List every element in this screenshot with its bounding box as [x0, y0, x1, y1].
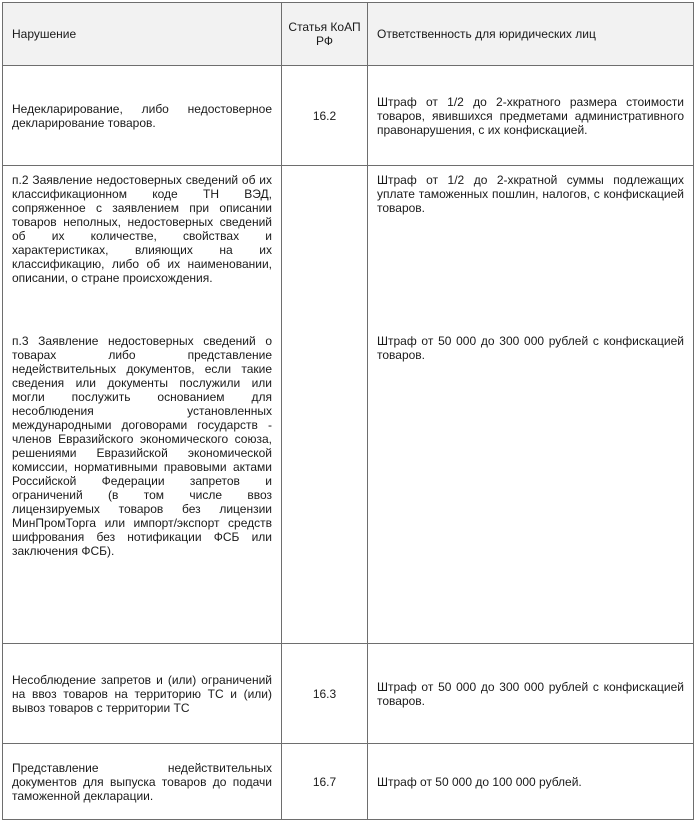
table-row: [3, 166, 694, 644]
article-cell: 16.7: [282, 744, 368, 820]
violation-p2: п.2 Заявление недостоверных сведений об их классификационном коде ТН ВЭД, сопряженное с заявлением при описании товаров неполных, недостоверных сведений об их количестве, свойствах и характеристиках, влияющих на их классификацию, либо об их наименовании, описании, о стране происхождения.: [12, 173, 272, 285]
liability-cell: Штраф от 1/2 до 2-хкратного размера стоимости товаров, явившихся предметами административного правонарушения, с их конфискацией.: [368, 66, 694, 166]
header-liability: Ответственность для юридических лиц: [368, 3, 694, 66]
header-violation: Нарушение: [3, 3, 282, 66]
liability-p2: Штраф от 1/2 до 2-хкратной суммы подлежащих уплате таможенных пошлин, налогов, с конфискацией товаров.: [377, 173, 684, 215]
table-row: [3, 744, 694, 820]
violation-cell: Недекларирование, либо недостоверное декларирование товаров.: [3, 66, 282, 166]
article-cell: 16.3: [282, 644, 368, 744]
article-cell: 16.2: [282, 66, 368, 166]
liability-cell: [368, 166, 694, 644]
header-article: Статья КоАП РФ: [282, 3, 368, 66]
violations-table: [2, 2, 694, 820]
article-cell: [282, 166, 368, 644]
liability-p3: Штраф от 50 000 до 300 000 рублей с конфискацией товаров.: [377, 334, 684, 362]
table-header-row: [3, 3, 694, 66]
liability-cell: Штраф от 50 000 до 100 000 рублей.: [368, 744, 694, 820]
table-row: [3, 644, 694, 744]
violation-cell: [3, 166, 282, 644]
liability-cell: Штраф от 50 000 до 300 000 рублей с конфискацией товаров.: [368, 644, 694, 744]
violation-cell: Представление недействительных документов для выпуска товаров до подачи таможенной декларации.: [3, 744, 282, 820]
violation-p3: п.3 Заявление недостоверных сведений о товарах либо представление недействительных документов, если такие сведения или документы послужили или могли послужить основанием для несоблюдения установленных международными договорами государств - членов Евразийского экономического союза, решениями Евразийской экономической комиссии, нормативными правовыми актами Российской Федерации запретов и ограничений (в том числе ввоз лицензируемых товаров без лицензии МинПромТорга или импорт/экспорт средств шифрования без нотификации ФСБ или заключения ФСБ).: [12, 334, 272, 558]
table-row: [3, 66, 694, 166]
violation-cell: Несоблюдение запретов и (или) ограничений на ввоз товаров на территорию ТС и (или) вывоз товаров с территории ТС: [3, 644, 282, 744]
